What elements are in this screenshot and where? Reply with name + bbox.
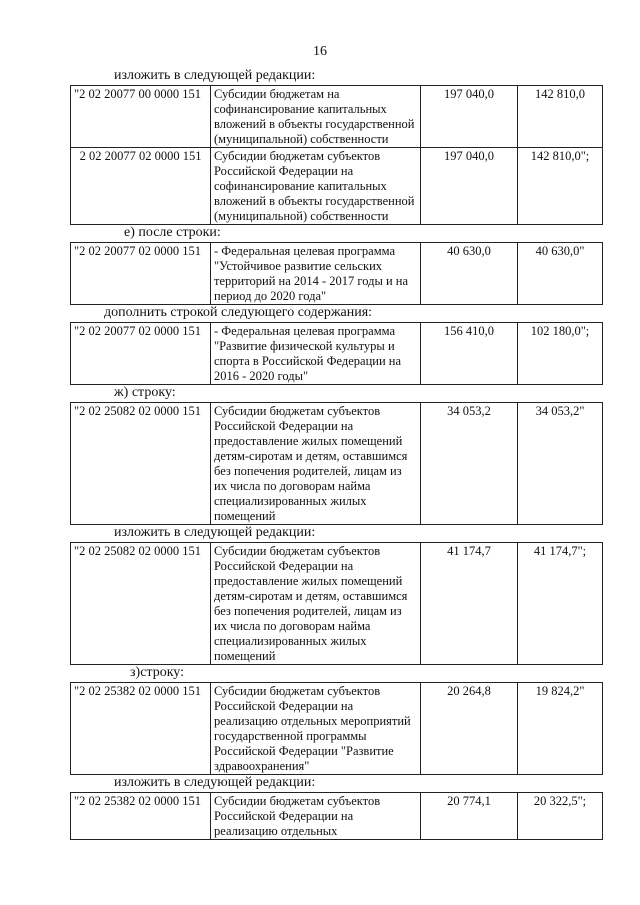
budget-code-cell: "2 02 25382 02 0000 151 (71, 683, 211, 775)
amount-cell-1: 197 040,0 (421, 148, 518, 225)
section-instruction: изложить в следующей редакции: (114, 775, 316, 790)
description-cell: Субсидии бюджетам субъектов Российской Федерации на софинансирование капитальных вложений в объекты государственной (муниципальной) собственности (211, 148, 421, 225)
section-instruction: изложить в следующей редакции: (114, 525, 316, 540)
page-number: 16 (313, 44, 327, 59)
description-cell: Субсидии бюджетам субъектов Российской Федерации на предоставление жилых помещений детям-сиротам и детям, оставшимся без попечения родителей, лицам из их числа по договорам найма специализированных жилых помещений (211, 543, 421, 665)
amendment-table (70, 85, 603, 225)
amount-cell-1: 20 774,1 (421, 793, 518, 840)
amount-cell-1: 40 630,0 (421, 243, 518, 305)
table-row (71, 683, 603, 775)
description-cell: - Федеральная целевая программа "Устойчивое развитие сельских территорий на 2014 - 2017 годы и на период до 2020 года" (211, 243, 421, 305)
description-cell: Субсидии бюджетам субъектов Российской Федерации на реализацию отдельных (211, 793, 421, 840)
budget-code-cell: "2 02 25382 02 0000 151 (71, 793, 211, 840)
amendment-table (70, 792, 603, 840)
table-row (71, 543, 603, 665)
amount-cell-2: 34 053,2" (518, 403, 603, 525)
section-instruction: изложить в следующей редакции: (114, 68, 316, 83)
amount-cell-1: 20 264,8 (421, 683, 518, 775)
amendment-table (70, 402, 603, 525)
description-cell: Субсидии бюджетам субъектов Российской Федерации на предоставление жилых помещений детям-сиротам и детям, оставшимся без попечения родителей, лицам из их числа по договорам найма специализированных жилых помещений (211, 403, 421, 525)
amount-cell-1: 197 040,0 (421, 86, 518, 148)
amendment-table (70, 542, 603, 665)
table-row (71, 243, 603, 305)
amount-cell-2: 20 322,5"; (518, 793, 603, 840)
amendment-table (70, 682, 603, 775)
amount-cell-1: 34 053,2 (421, 403, 518, 525)
description-cell: - Федеральная целевая программа "Развитие физической культуры и спорта в Российской Федерации на 2016 - 2020 годы" (211, 323, 421, 385)
table-row (71, 793, 603, 840)
description-cell: Субсидии бюджетам на софинансирование капитальных вложений в объекты государственной (муниципальной) собственности (211, 86, 421, 148)
budget-code-cell: "2 02 20077 00 0000 151 (71, 86, 211, 148)
section-instruction: ж) строку: (114, 385, 176, 400)
amount-cell-2: 142 810,0 (518, 86, 603, 148)
section-instruction: е) после строки: (124, 225, 221, 240)
description-cell: Субсидии бюджетам субъектов Российской Федерации на реализацию отдельных мероприятий государственной программы Российской Федерации "Развитие здравоохранения" (211, 683, 421, 775)
amount-cell-2: 19 824,2" (518, 683, 603, 775)
budget-code-cell: "2 02 20077 02 0000 151 (71, 323, 211, 385)
amount-cell-1: 41 174,7 (421, 543, 518, 665)
amendment-table (70, 322, 603, 385)
amount-cell-1: 156 410,0 (421, 323, 518, 385)
document-body (70, 68, 602, 840)
table-row (71, 86, 603, 148)
budget-code-cell: 2 02 20077 02 0000 151 (71, 148, 211, 225)
amount-cell-2: 41 174,7"; (518, 543, 603, 665)
section-instruction: дополнить строкой следующего содержания: (104, 305, 373, 320)
amount-cell-2: 142 810,0"; (518, 148, 603, 225)
table-row (71, 403, 603, 525)
amount-cell-2: 102 180,0"; (518, 323, 603, 385)
budget-code-cell: "2 02 20077 02 0000 151 (71, 243, 211, 305)
budget-code-cell: "2 02 25082 02 0000 151 (71, 403, 211, 525)
table-row (71, 323, 603, 385)
table-row (71, 148, 603, 225)
amount-cell-2: 40 630,0" (518, 243, 603, 305)
amendment-table (70, 242, 603, 305)
section-instruction: з)строку: (130, 665, 185, 680)
budget-code-cell: "2 02 25082 02 0000 151 (71, 543, 211, 665)
